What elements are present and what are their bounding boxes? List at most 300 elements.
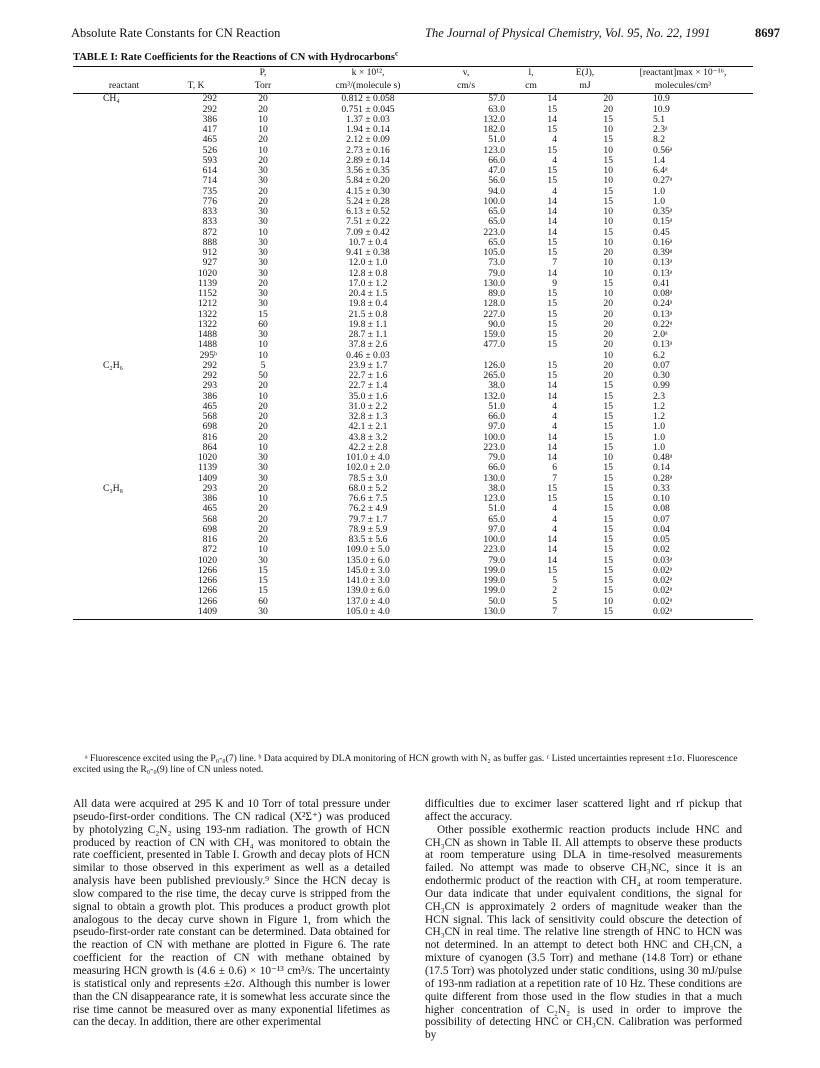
table-row: [73, 351, 753, 361]
cell-rate-coefficient: 139.0 ± 6.0: [346, 585, 390, 597]
cell-rate-coefficient: 137.0 ± 4.0: [346, 595, 390, 607]
cell-concentration: 0.45: [653, 226, 670, 238]
cell-length: 15: [547, 359, 557, 371]
cell-energy: 20: [603, 298, 613, 310]
cell-length: 15: [547, 564, 557, 576]
cell-concentration: 0.02: [653, 544, 670, 556]
cell-energy: 10: [603, 595, 613, 607]
cell-pressure: 20: [258, 277, 268, 289]
cell-rate-coefficient: 17.0 ± 1.2: [348, 277, 388, 289]
cell-pressure: 30: [258, 462, 268, 474]
cell-length: 15: [547, 124, 557, 136]
cell-concentration: 2.3: [653, 390, 665, 402]
cell-energy: 15: [603, 431, 613, 443]
cell-velocity: 89.0: [488, 288, 505, 300]
cell-pressure: 30: [258, 329, 268, 341]
cell-velocity: 128.0: [483, 298, 505, 310]
cell-length: 7: [552, 472, 557, 484]
cell-concentration: 0.04: [653, 523, 670, 535]
cell-temperature: 888: [202, 236, 217, 248]
cell-temperature: 864: [202, 441, 217, 453]
cell-velocity: 94.0: [488, 185, 505, 197]
body-column-right: [425, 798, 742, 1042]
cell-length: 14: [547, 216, 557, 228]
table-row: [73, 597, 753, 607]
cell-rate-coefficient: 78.5 ± 3.0: [348, 472, 388, 484]
cell-pressure: 10: [258, 113, 268, 125]
table-row: [73, 94, 753, 105]
cell-concentration: 0.02ᵃ: [653, 575, 673, 587]
cell-pressure: 10: [258, 441, 268, 453]
table-title: [73, 48, 399, 63]
cell-energy: 15: [603, 575, 613, 587]
header-v: v,: [462, 67, 470, 78]
cell-pressure: 30: [258, 236, 268, 248]
cell-energy: 10: [603, 236, 613, 248]
cell-temperature: 526: [202, 144, 217, 156]
table-row: [73, 176, 753, 186]
cell-rate-coefficient: 145.0 ± 3.0: [346, 564, 390, 576]
cell-pressure: 20: [258, 195, 268, 207]
cell-energy: 10: [603, 165, 613, 177]
table-row: [73, 187, 753, 197]
cell-concentration: 0.39ᵃ: [653, 247, 673, 259]
cell-pressure: 15: [258, 564, 268, 576]
cell-rate-coefficient: 135.0 ± 6.0: [346, 554, 390, 566]
header-P-unit: Torr: [254, 80, 272, 92]
cell-temperature: 833: [202, 206, 217, 218]
cell-length: 15: [547, 288, 557, 300]
cell-energy: 10: [603, 124, 613, 136]
cell-reactant: [73, 597, 175, 607]
cell-reactant: [73, 453, 175, 463]
cell-energy: 15: [603, 564, 613, 576]
cell-temperature: 927: [202, 257, 217, 269]
cell-concentration: 0.35ᵃ: [653, 206, 673, 218]
cell-energy: 15: [603, 277, 613, 289]
cell-concentration: 1.0: [653, 185, 665, 197]
cell-energy: 15: [603, 482, 613, 494]
cell-rate-coefficient: 83.5 ± 5.6: [348, 534, 388, 546]
cell-concentration: 0.16ᵃ: [653, 236, 673, 248]
cell-length: 15: [547, 165, 557, 177]
table-title-text: TABLE I: Rate Coefficients for the Reactions of CN with Hydrocarbons: [73, 52, 395, 63]
table-row: [73, 576, 753, 586]
header-k: k × 10¹²,: [351, 67, 385, 78]
header-T: T, K: [187, 80, 205, 92]
cell-concentration: 0.15ᵃ: [653, 216, 673, 228]
cell-concentration: 0.07: [653, 513, 670, 525]
cell-length: 14: [547, 452, 557, 464]
cell-concentration: 1.0: [653, 431, 665, 443]
cell-length: 5: [552, 595, 557, 607]
table-row: [73, 299, 753, 309]
cell-temperature: 1266: [197, 595, 217, 607]
cell-reactant: [73, 166, 175, 176]
table-row: [73, 115, 753, 125]
cell-reactant: [73, 135, 175, 145]
cell-temperature: 1409: [197, 605, 217, 617]
table-footnotes: ᵃ Fluorescence excited using the P₀-₀(7) line. ᵇ Data acquired by DLA monitoring of HCN growth with N₂ as buffer gas. ᶜ Listed uncertainties represent ±1σ. Fluorescence excited using the R₀-₀(9) line of CN unless noted.: [73, 753, 738, 775]
cell-reactant: [73, 176, 175, 186]
cell-energy: 15: [603, 554, 613, 566]
cell-pressure: 30: [258, 298, 268, 310]
cell-rate-coefficient: 78.9 ± 5.9: [348, 523, 388, 535]
cell-temperature: 295ᵇ: [199, 349, 217, 361]
cell-pressure: 30: [258, 472, 268, 484]
table-row: [73, 371, 753, 381]
cell-length: 4: [552, 421, 557, 433]
table-row: [73, 535, 753, 545]
cell-energy: 20: [603, 329, 613, 341]
cell-velocity: 130.0: [483, 605, 505, 617]
cell-pressure: 20: [258, 411, 268, 423]
table-row: [73, 340, 753, 350]
cell-reactant: [73, 320, 175, 330]
cell-velocity: 47.0: [488, 165, 505, 177]
cell-velocity: 79.0: [488, 554, 505, 566]
cell-length: 14: [547, 431, 557, 443]
cell-pressure: 10: [258, 339, 268, 351]
cell-temperature: 417: [202, 124, 217, 136]
cell-energy: 10: [603, 267, 613, 279]
cell-temperature: 386: [202, 493, 217, 505]
cell-length: 14: [547, 195, 557, 207]
cell-energy: 15: [603, 380, 613, 392]
cell-reactant: [73, 217, 175, 227]
cell-velocity: 65.0: [488, 216, 505, 228]
cell-energy: 15: [603, 185, 613, 197]
table-row: [73, 484, 753, 494]
cell-reactant: [73, 197, 175, 207]
cell-velocity: 51.0: [488, 400, 505, 412]
cell-reactant: [73, 586, 175, 596]
header-v-unit: cm/s: [456, 80, 476, 92]
cell-pressure: 60: [258, 595, 268, 607]
cell-temperature: 1152: [198, 288, 217, 300]
cell-pressure: 15: [258, 575, 268, 587]
cell-rate-coefficient: 0.812 ± 0.058: [341, 93, 395, 105]
cell-velocity: 223.0: [483, 441, 505, 453]
cell-concentration: 0.41: [653, 277, 670, 289]
cell-concentration: 5.1: [653, 113, 665, 125]
cell-rate-coefficient: 4.15 ± 0.30: [346, 185, 390, 197]
cell-velocity: 132.0: [483, 113, 505, 125]
header-P: P,: [259, 67, 267, 78]
cell-reactant: [73, 115, 175, 125]
cell-length: 7: [552, 605, 557, 617]
cell-reactant: [73, 566, 175, 576]
cell-energy: 10: [603, 349, 613, 361]
cell-pressure: 20: [258, 523, 268, 535]
cell-length: 15: [547, 493, 557, 505]
cell-energy: 15: [603, 503, 613, 515]
cell-concentration: 6.2: [653, 349, 665, 361]
cell-concentration: 2.3ᵃ: [653, 124, 668, 136]
cell-temperature: 386: [202, 390, 217, 402]
cell-energy: 15: [603, 390, 613, 402]
cell-reactant: [73, 228, 175, 238]
cell-reactant: [73, 504, 175, 514]
cell-rate-coefficient: 109.0 ± 5.0: [346, 544, 390, 556]
cell-pressure: 30: [258, 165, 268, 177]
cell-pressure: 20: [258, 482, 268, 494]
cell-temperature: 735: [202, 185, 217, 197]
cell-concentration: 2.0ᵃ: [653, 329, 668, 341]
cell-velocity: 199.0: [483, 575, 505, 587]
body-paragraph: All data were acquired at 295 K and 10 Torr of total pressure under pseudo-first-order conditions. The CN radical (X²Σ⁺) was produced by photolyzing C₂N₂ using 193-nm radiation. The growth of HCN produced by reaction of CN with CH₄ was monitored to obtain the rate coefficient, presented in Table I. Growth and decay plots of HCN similar to those observed in this experiment as well as a detailed analysis have been published previously.⁹ Since the HCN decay is slow compared to the rise time, the decay curve is stripped from the signal to obtain a growth plot. This produces a product growth plot analogous to the decay curve shown in Figure 1, from which the pseudo-first-order rate constant can be determined. Data obtained for the reaction of CN with methane are plotted in Figure 6. The rate coefficient for the reaction of CN with methane obtained by measuring HCN growth is (4.6 ± 0.6) × 10⁻¹³ cm³/s. The uncertainty is statistical only and represents ±2σ. Although this number is lower than the CN disappearance rate, it is somewhat less accurate since the rise time cannot be measured over as many exponential lifetimes as can the decay. In addition, there are other experimental: [73, 798, 390, 1029]
cell-concentration: 0.33: [653, 482, 670, 494]
cell-energy: 20: [603, 339, 613, 351]
cell-velocity: 90.0: [488, 318, 505, 330]
cell-pressure: 20: [258, 431, 268, 443]
cell-velocity: 56.0: [488, 175, 505, 187]
table-row: [73, 258, 753, 268]
cell-velocity: 51.0: [488, 503, 505, 515]
cell-temperature: 1488: [197, 339, 217, 351]
cell-energy: 15: [603, 411, 613, 423]
cell-length: 14: [547, 380, 557, 392]
cell-energy: 20: [603, 370, 613, 382]
cell-velocity: 38.0: [488, 482, 505, 494]
cell-rate-coefficient: 35.0 ± 1.6: [348, 390, 388, 402]
cell-velocity: 57.0: [488, 93, 505, 105]
cell-reactant: [73, 525, 175, 535]
cell-rate-coefficient: 10.7 ± 0.4: [348, 236, 388, 248]
cell-velocity: 100.0: [483, 431, 505, 443]
cell-temperature: 1322: [197, 308, 217, 320]
cell-temperature: 292: [202, 370, 217, 382]
cell-energy: 20: [603, 308, 613, 320]
table-header: [73, 67, 753, 94]
header-conc-unit: molecules/cm³: [654, 80, 712, 92]
cell-rate-coefficient: 42.2 ± 2.8: [348, 441, 388, 453]
cell-rate-coefficient: 7.51 ± 0.22: [346, 216, 390, 228]
cell-reactant: [73, 156, 175, 166]
table-row: [73, 125, 753, 135]
cell-length: 14: [547, 226, 557, 238]
cell-temperature: 698: [202, 421, 217, 433]
cell-temperature: 1322: [197, 318, 217, 330]
cell-energy: 10: [603, 257, 613, 269]
cell-energy: 15: [603, 493, 613, 505]
cell-length: 4: [552, 523, 557, 535]
cell-velocity: 100.0: [483, 195, 505, 207]
cell-length: 2: [552, 585, 557, 597]
cell-reactant: [73, 535, 175, 545]
cell-reactant: [73, 269, 175, 279]
cell-energy: 10: [603, 206, 613, 218]
table-row: [73, 289, 753, 299]
cell-temperature: 292: [202, 359, 217, 371]
cell-concentration: 0.02ᵃ: [653, 585, 673, 597]
page-number: 8697: [755, 26, 780, 40]
cell-energy: 15: [603, 421, 613, 433]
cell-energy: 15: [603, 472, 613, 484]
cell-pressure: 30: [258, 247, 268, 259]
cell-concentration: 0.56ᵃ: [653, 144, 673, 156]
cell-length: 4: [552, 154, 557, 166]
cell-velocity: 227.0: [483, 308, 505, 320]
running-title: Absolute Rate Constants for CN Reaction: [71, 26, 281, 40]
header-l-unit: cm: [525, 80, 537, 92]
running-header: [71, 26, 780, 44]
table-title-footnote-mark: c: [394, 48, 399, 58]
cell-length: 15: [547, 482, 557, 494]
cell-reactant: [73, 279, 175, 289]
cell-length: 15: [547, 339, 557, 351]
cell-concentration: 0.28ᵃ: [653, 472, 673, 484]
cell-velocity: 126.0: [483, 359, 505, 371]
cell-temperature: 1409: [197, 472, 217, 484]
cell-rate-coefficient: 141.0 ± 3.0: [346, 575, 390, 587]
cell-velocity: 63.0: [488, 103, 505, 115]
header-l: l,: [528, 67, 534, 78]
cell-length: 14: [547, 390, 557, 402]
cell-reactant: [73, 412, 175, 422]
cell-rate-coefficient: 2.12 ± 0.09: [346, 134, 390, 146]
cell-concentration: 0.30: [653, 370, 670, 382]
cell-rate-coefficient: 5.84 ± 0.20: [346, 175, 390, 187]
cell-concentration: 0.99: [653, 380, 670, 392]
cell-concentration: 0.02ᵃ: [653, 595, 673, 607]
cell-reactant: [73, 125, 175, 135]
cell-velocity: 79.0: [488, 267, 505, 279]
cell-rate-coefficient: 102.0 ± 2.0: [346, 462, 390, 474]
cell-concentration: 0.03ᵃ: [653, 554, 673, 566]
cell-concentration: 1.0: [653, 421, 665, 433]
cell-concentration: 0.08ᵃ: [653, 288, 673, 300]
table-row: [73, 443, 753, 453]
cell-concentration: 0.24ᵃ: [653, 298, 673, 310]
cell-energy: 15: [603, 113, 613, 125]
cell-rate-coefficient: 22.7 ± 1.6: [348, 370, 388, 382]
table-row: [73, 146, 753, 156]
cell-length: 7: [552, 257, 557, 269]
cell-reactant: [73, 422, 175, 432]
cell-energy: 15: [603, 400, 613, 412]
table-row: [73, 248, 753, 258]
cell-reactant: [73, 607, 175, 620]
cell-temperature: 614: [202, 165, 217, 177]
cell-temperature: 912: [202, 247, 217, 259]
cell-velocity: 51.0: [488, 134, 505, 146]
cell-temperature: 293: [202, 380, 217, 392]
cell-length: 15: [547, 236, 557, 248]
cell-energy: 15: [603, 226, 613, 238]
body-paragraph: Other possible exothermic reaction products include HNC and CH₃CN as shown in Table II. All attempts to observe these products at room temperature using DLA in time-resolved measurements failed. No attempt was made to observe CH₃NC, since it is an endothermic product of the reaction with CH₄ at room temperature. Our data indicate that under equivalent conditions, the signal for CH₃CN is approximately 2 orders of magnitude weaker than the HCN signal. This lack of sensitivity could obscure the detection of CH₃CN in real time. The relative line strength of HNC to HCN was not determined. In an attempt to detect both HNC and CH₃CN, a mixture of cyanogen (3.5 Torr) and methane (14.8 Torr) or ethane (17.5 Torr) was photolyzed under static conditions, using 30 mJ/pulse of 193-nm radiation at a repetition rate of 10 Hz. These conditions are quite different from those used in the flow studies in that a much higher concentration of C₂N₂ is used in order to improve the possibility of detecting HNC or CH₃CN. Calibration was performed by: [425, 823, 742, 1042]
cell-reactant: [73, 463, 175, 473]
cell-concentration: 0.13ᵃ: [653, 339, 673, 351]
cell-energy: 15: [603, 523, 613, 535]
cell-temperature: 465: [202, 400, 217, 412]
cell-velocity: 159.0: [483, 329, 505, 341]
cell-rate-coefficient: 76.6 ± 7.5: [348, 493, 388, 505]
cell-pressure: 20: [258, 185, 268, 197]
table-body: [73, 94, 753, 620]
cell-rate-coefficient: 0.46 ± 0.03: [346, 349, 390, 361]
cell-pressure: 5: [260, 359, 266, 371]
cell-reactant: [73, 474, 175, 484]
header-conc: [reactant]max × 10⁻¹⁶,: [639, 67, 727, 78]
cell-pressure: 30: [258, 257, 268, 269]
cell-reactant: [73, 105, 175, 115]
cell-temperature: 1139: [198, 277, 217, 289]
cell-rate-coefficient: 42.1 ± 2.1: [348, 421, 388, 433]
cell-concentration: 0.07: [653, 359, 670, 371]
cell-reactant: [73, 392, 175, 402]
cell-pressure: 20: [258, 380, 268, 392]
cell-concentration: 0.08: [653, 503, 670, 515]
cell-pressure: 30: [258, 216, 268, 228]
cell-velocity: 130.0: [483, 472, 505, 484]
header-E-unit: mJ: [579, 80, 591, 92]
cell-temperature: 1020: [197, 452, 217, 464]
table-row: [73, 320, 753, 330]
cell-reactant: [73, 238, 175, 248]
cell-concentration: 0.14: [653, 462, 670, 474]
cell-rate-coefficient: 68.0 ± 5.2: [348, 482, 388, 494]
cell-energy: 10: [603, 288, 613, 300]
cell-temperature: 293: [202, 482, 217, 494]
cell-energy: 15: [603, 154, 613, 166]
cell-concentration: 0.27ᵃ: [653, 175, 673, 187]
cell-length: 15: [547, 298, 557, 310]
cell-length: 14: [547, 534, 557, 546]
cell-rate-coefficient: 5.24 ± 0.28: [346, 195, 390, 207]
data-table: [73, 66, 753, 620]
cell-velocity: 265.0: [483, 370, 505, 382]
cell-velocity: 97.0: [488, 523, 505, 535]
cell-pressure: 30: [258, 554, 268, 566]
table-row: [73, 392, 753, 402]
cell-concentration: 0.13ᵃ: [653, 257, 673, 269]
cell-reactant: [73, 433, 175, 443]
cell-rate-coefficient: 37.8 ± 2.6: [348, 339, 388, 351]
cell-length: 4: [552, 185, 557, 197]
cell-rate-coefficient: 32.8 ± 1.3: [348, 411, 388, 423]
cell-reactant: [73, 258, 175, 268]
cell-rate-coefficient: 31.0 ± 2.2: [348, 400, 388, 412]
cell-concentration: 1.2: [653, 400, 665, 412]
cell-temperature: 568: [202, 411, 217, 423]
cell-velocity: 79.0: [488, 452, 505, 464]
table-row: [73, 228, 753, 238]
cell-pressure: 10: [258, 544, 268, 556]
cell-reactant: [73, 207, 175, 217]
cell-pressure: 20: [258, 93, 268, 105]
cell-temperature: 465: [202, 134, 217, 146]
cell-velocity: 65.0: [488, 513, 505, 525]
cell-velocity: 223.0: [483, 544, 505, 556]
cell-temperature: 872: [202, 226, 217, 238]
cell-energy: 20: [603, 318, 613, 330]
table-row: [73, 515, 753, 525]
cell-reactant: [73, 146, 175, 156]
cell-velocity: 182.0: [483, 124, 505, 136]
table-row: [73, 279, 753, 289]
cell-rate-coefficient: 28.7 ± 1.1: [348, 329, 388, 341]
cell-energy: 15: [603, 441, 613, 453]
cell-velocity: 97.0: [488, 421, 505, 433]
cell-length: 5: [552, 575, 557, 587]
cell-reactant: [73, 494, 175, 504]
cell-velocity: 105.0: [483, 247, 505, 259]
cell-velocity: 66.0: [488, 154, 505, 166]
cell-pressure: 30: [258, 267, 268, 279]
cell-length: 6: [552, 462, 557, 474]
cell-temperature: 568: [202, 513, 217, 525]
